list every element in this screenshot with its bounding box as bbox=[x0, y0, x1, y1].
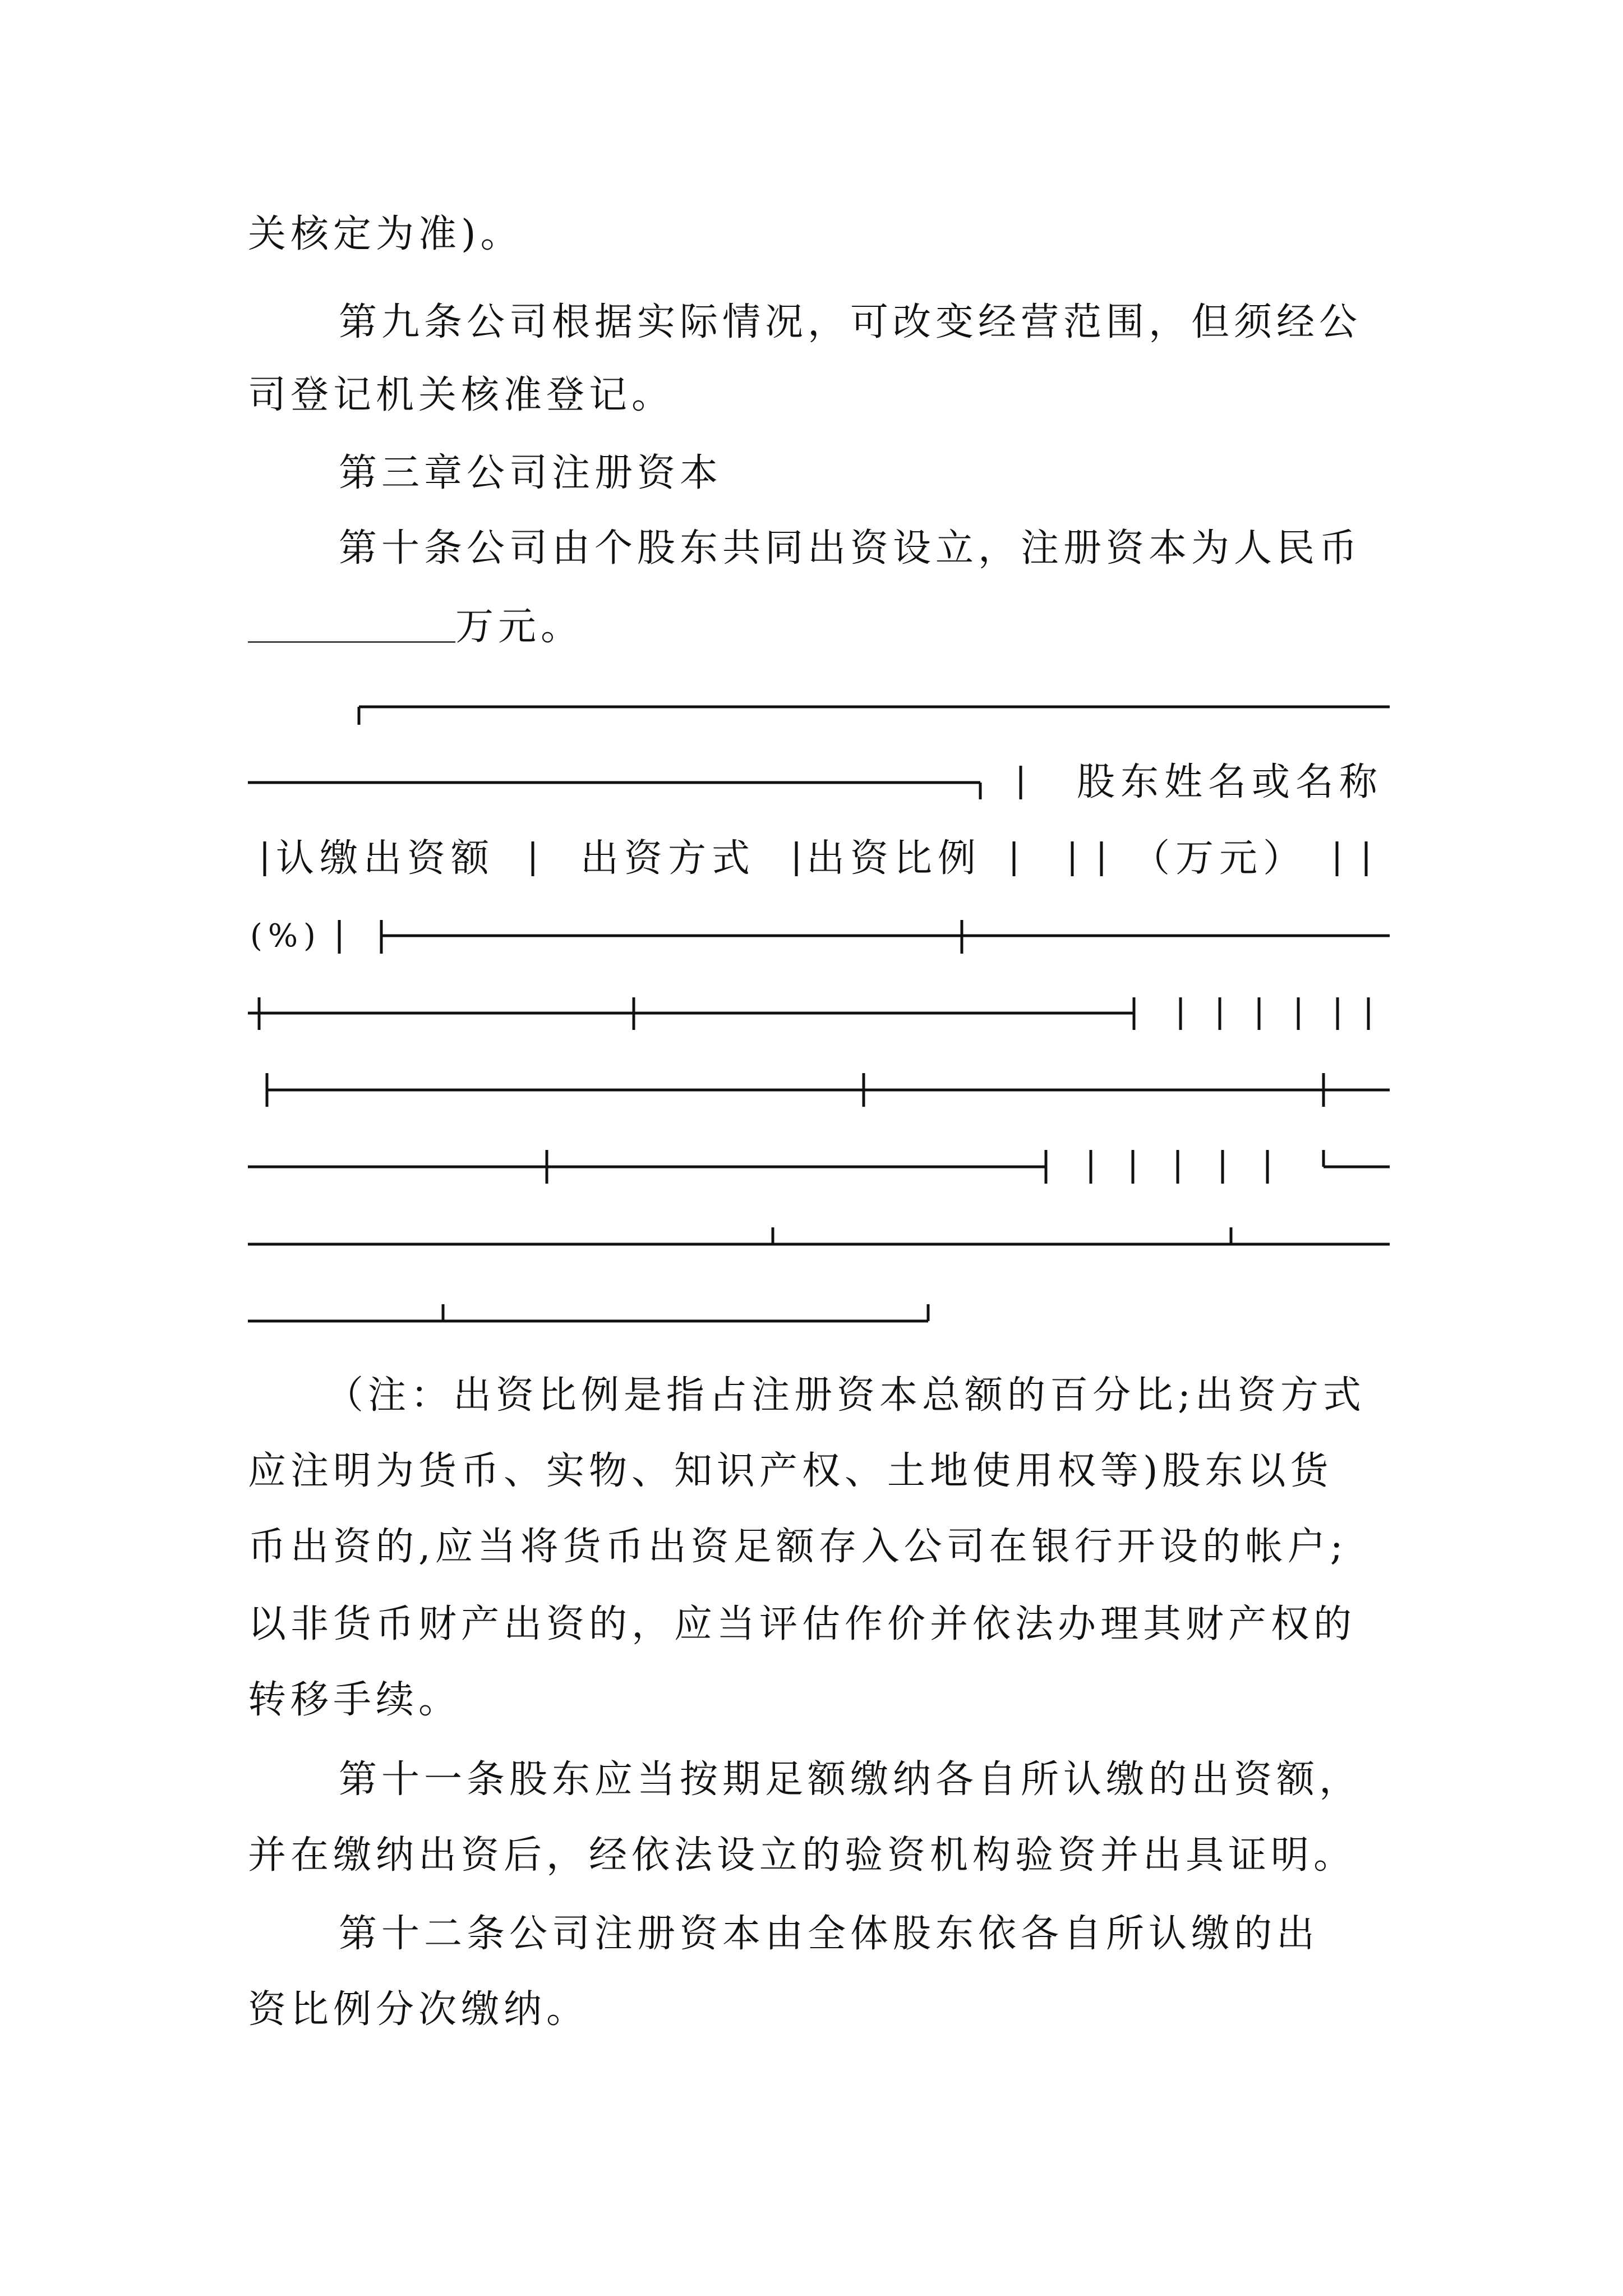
unit-amount: （万元） bbox=[1132, 836, 1307, 881]
chapter-heading: 第三章公司注册资本 bbox=[339, 451, 723, 495]
column-header-amount: 认缴出资额 bbox=[276, 836, 495, 881]
note-line: 以非货币财产出资的，应当评估作价并依法办理其财产权的 bbox=[248, 1602, 1357, 1646]
note-line: 币出资的,应当将货币出资足额存入公司在银行开设的帐户; bbox=[248, 1525, 1348, 1569]
unit-ratio: (%) bbox=[250, 918, 321, 954]
column-header-method: 出资方式 bbox=[580, 836, 756, 881]
article-12-line: 第十二条公司注册资本由全体股东依各自所认缴的出 bbox=[339, 1912, 1320, 1956]
note-line: 应注明为货币、实物、知识产权、土地使用权等)股东以货 bbox=[248, 1449, 1333, 1493]
article-11-line: 第十一条股东应当按期足额缴纳各自所认缴的出资额， bbox=[339, 1757, 1362, 1802]
column-header-ratio: 出资比例 bbox=[806, 836, 982, 881]
article-12-line: 资比例分次缴纳。 bbox=[248, 1987, 589, 2032]
paragraph-line: 关核定为准)。 bbox=[248, 212, 523, 256]
paragraph-line: 第十条公司由个股东共同出资设立，注册资本为人民币 bbox=[339, 526, 1362, 570]
column-header-shareholder: 股东姓名或名称 bbox=[1077, 760, 1384, 804]
note-line: 转移手续。 bbox=[248, 1678, 462, 1722]
paragraph-line: 第九条公司根据实际情况，可改变经营范围，但须经公 bbox=[339, 300, 1362, 344]
paragraph-line: 司登记机关核准登记。 bbox=[248, 373, 675, 417]
article-11-line: 并在缴纳出资后，经依法设立的验资机构验资并出具证明。 bbox=[248, 1833, 1357, 1878]
unit-text: 万元。 bbox=[455, 605, 584, 649]
note-line: （注：出资比例是指占注册资本总额的百分比;出资方式 bbox=[325, 1373, 1366, 1418]
